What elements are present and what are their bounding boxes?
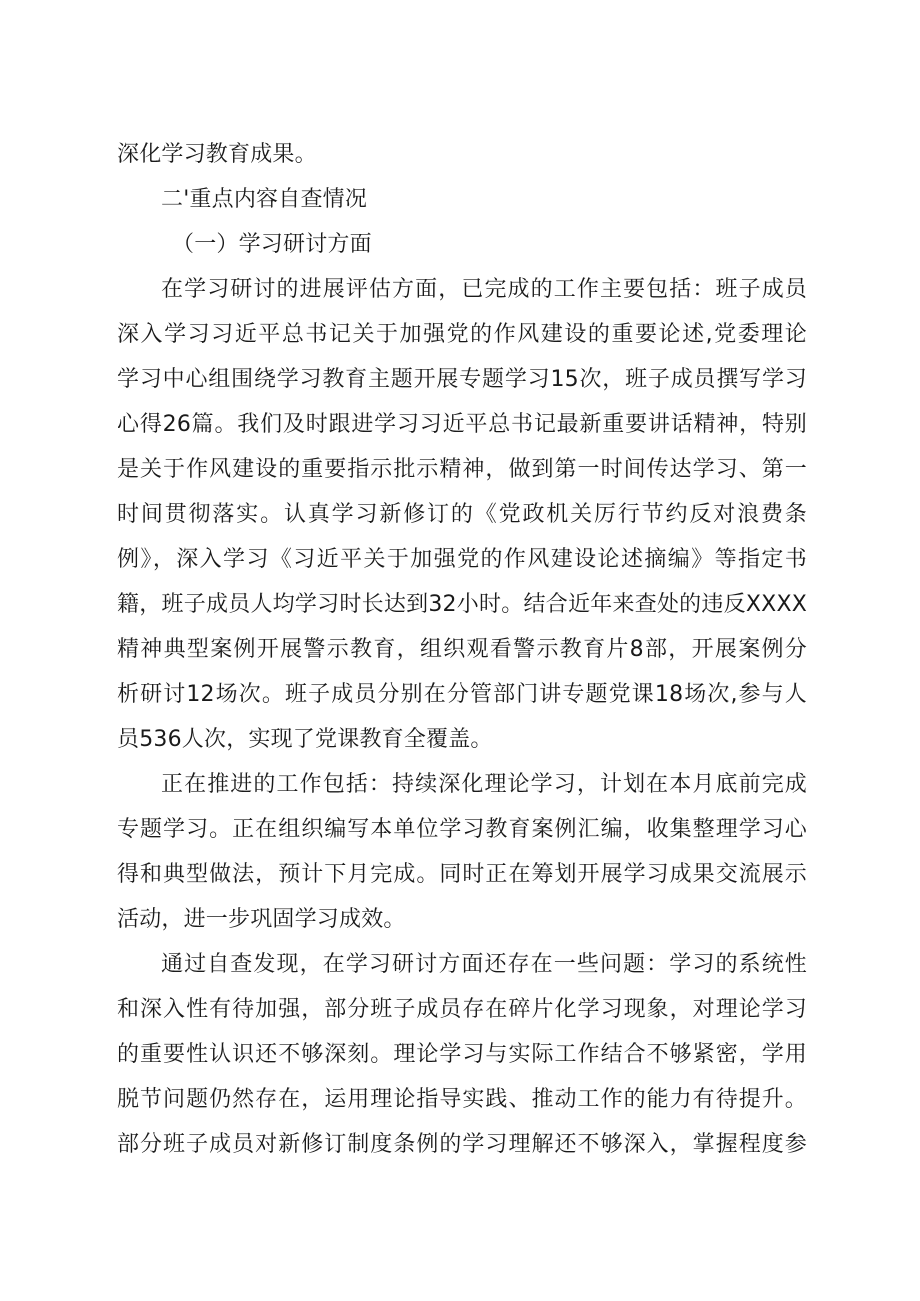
text-line: 深化学习教育成果。 (117, 142, 317, 167)
text-line: 脱节问题仍然存在，运用理论指导实践、推动工作的能力有待提升。 (117, 1087, 807, 1112)
text-line: 专题学习。正在组织编写本单位学习教育案例汇编，收集整理学习心 (117, 817, 807, 842)
paragraph-first-line: 在学习研讨的进展评估方面，已完成的工作主要包括：班子成员 (161, 277, 807, 302)
text-line: 的重要性认识还不够深刻。理论学习与实际工作结合不够紧密，学用 (117, 1042, 807, 1067)
text-line: 籍，班子成员人均学习时长达到32小时。结合近年来查处的违反XXXX (117, 592, 807, 617)
text-line: 心得26篇。我们及时跟进学习习近平总书记最新重要讲话精神，特别 (117, 412, 807, 437)
paragraph-first-line: 正在推进的工作包括：持续深化理论学习，计划在本月底前完成 (161, 772, 807, 797)
text-line: 是关于作风建设的重要指示批示精神，做到第一时间传达学习、第一 (117, 457, 807, 482)
text-line: 析研讨12场次。班子成员分别在分管部门讲专题党课18场次,参与人 (117, 682, 807, 707)
text-line: 部分班子成员对新修订制度条例的学习理解还不够深入，掌握程度参 (117, 1132, 807, 1157)
text-line: 精神典型案例开展警示教育，组织观看警示教育片8部，开展案例分 (117, 637, 807, 662)
text-line: 活动，进一步巩固学习成效。 (117, 907, 406, 932)
paragraph-first-line: 通过自查发现，在学习研讨方面还存在一些问题：学习的系统性 (161, 952, 807, 977)
text-line: 时间贯彻落实。认真学习新修订的《党政机关厉行节约反对浪费条 (117, 502, 807, 527)
text-line: 深入学习习近平总书记关于加强党的作风建设的重要论述,党委理论 (117, 322, 807, 347)
text-line: 学习中心组围绕学习教育主题开展专题学习15次，班子成员撰写学习 (117, 367, 807, 392)
text-line: 和深入性有待加强，部分班子成员存在碎片化学习现象，对理论学习 (117, 997, 807, 1022)
text-line: 员536人次，实现了党课教育全覆盖。 (117, 727, 493, 752)
text-line: 例》，深入学习《习近平关于加强党的作风建设论述摘编》等指定书 (117, 547, 807, 572)
subsection-heading: （一）学习研讨方面 (172, 232, 372, 257)
section-heading: 二'重点内容自查情况 (161, 187, 368, 212)
text-line: 得和典型做法，预计下月完成。同时正在筹划开展学习成果交流展示 (117, 862, 807, 887)
